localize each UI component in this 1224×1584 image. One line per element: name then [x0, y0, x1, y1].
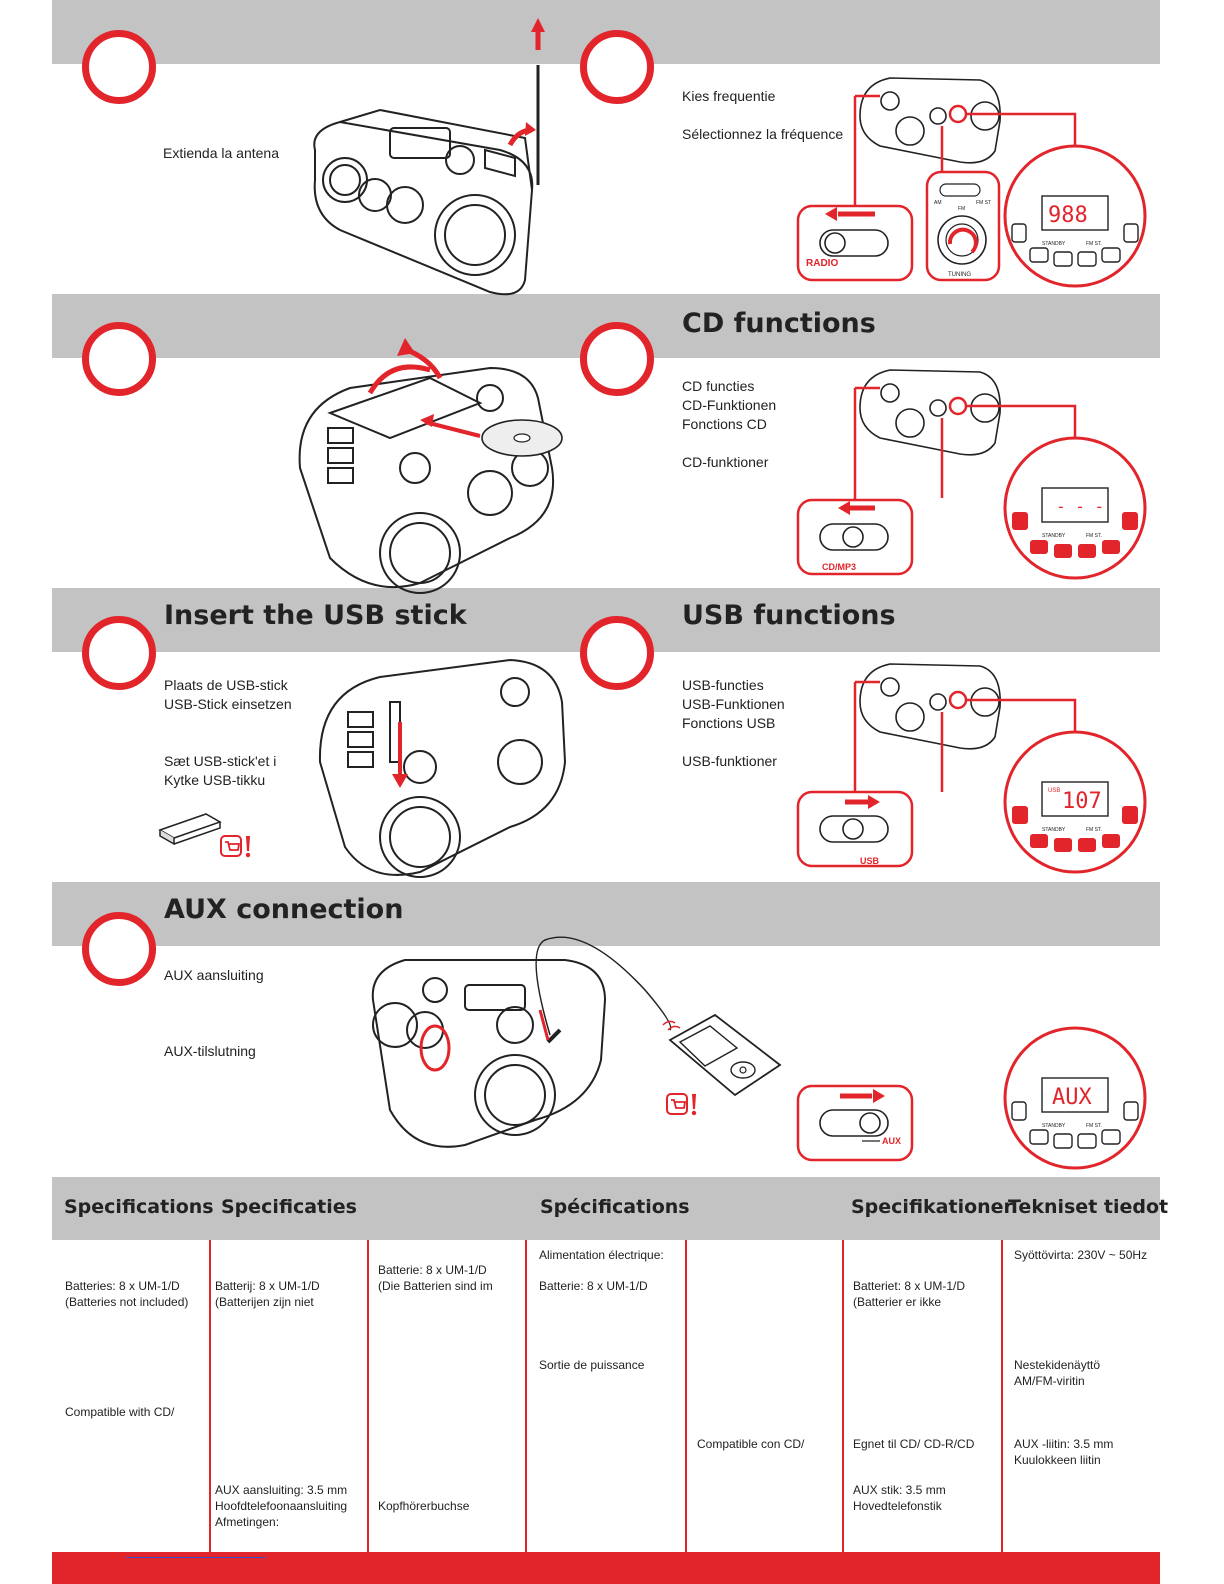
frequency-fmst-switch-label: FM ST	[976, 200, 991, 206]
usb-functions-title: USB functions	[682, 600, 896, 631]
usb-func-text-fr: Fonctions USB	[682, 715, 776, 731]
aux-connection-title: AUX connection	[164, 894, 404, 925]
frequency-display-value: 988	[1048, 203, 1088, 228]
frequency-text-fr: Sélectionnez la fréquence	[682, 126, 844, 142]
usb-func-text-da: USB-funktioner	[682, 753, 777, 769]
spec-fr-output: Sortie de puissance	[539, 1358, 645, 1372]
spec-fr-power: Alimentation électrique:	[539, 1248, 664, 1262]
usb-insert-text-fi: Kytke USB-tikku	[164, 772, 266, 788]
spec-en-batteries-note: (Batteries not included)	[65, 1295, 189, 1309]
cart-warning-icon	[220, 834, 256, 860]
media-player-icon	[670, 1015, 780, 1095]
cd-display-value: - - -	[1056, 497, 1105, 516]
frequency-radio-label: RADIO	[806, 258, 839, 269]
spec-nl-dimensions: Afmetingen:	[215, 1515, 280, 1529]
cd-text-fr: Fonctions CD	[682, 416, 767, 432]
spec-fi-power: Syöttövirta: 230V ~ 50Hz	[1014, 1248, 1148, 1262]
frequency-standby-label: STANDBY	[1042, 241, 1066, 247]
spec-de-batteries-note: (Die Batterien sind im	[378, 1279, 493, 1293]
cd-mode-label: CD/MP3	[822, 562, 857, 572]
cd-standby-label: STANDBY	[1042, 533, 1066, 539]
frequency-am-label: AM	[934, 200, 942, 206]
frequency-text-nl: Kies frequentie	[682, 88, 776, 104]
usb-mode-label: USB	[860, 856, 880, 866]
usb-display-badge: USB	[1048, 788, 1061, 794]
aux-mode-label: AUX	[882, 1136, 902, 1146]
antenna-text-es: Extienda la antena	[163, 145, 279, 161]
aux-boombox-drawing	[365, 930, 795, 1175]
step-ring-cd-functions	[580, 322, 654, 396]
step-ring-frequency	[580, 30, 654, 104]
spec-divider	[367, 1240, 369, 1570]
spec-da-aux: AUX stik: 3.5 mm	[853, 1483, 946, 1497]
usb-insert-text-de: USB-Stick einsetzen	[164, 696, 292, 712]
aux-text-nl: AUX aansluiting	[164, 967, 264, 983]
usb-insert-text-nl: Plaats de USB-stick	[164, 677, 288, 693]
step-ring-usb-functions	[580, 616, 654, 690]
step-ring-aux	[82, 912, 156, 986]
spec-de-batteries: Batterie: 8 x UM-1/D	[378, 1263, 487, 1277]
cd-text-da: CD-funktioner	[682, 454, 769, 470]
spec-divider	[1001, 1240, 1003, 1570]
usb-fmst-label: FM ST.	[1086, 827, 1102, 833]
spec-fi-aux: AUX -liitin: 3.5 mm	[1014, 1437, 1114, 1451]
usb-standby-label: STANDBY	[1042, 827, 1066, 833]
aux-standby-label: STANDBY	[1042, 1123, 1066, 1129]
spec-nl-headphone: Hoofdtelefoonaansluiting	[215, 1499, 348, 1513]
spec-en-batteries: Batteries: 8 x UM-1/D	[65, 1279, 180, 1293]
step-ring-antenna	[82, 30, 156, 104]
spec-divider	[685, 1240, 687, 1570]
spec-nl-batteries: Batterij: 8 x UM-1/D	[215, 1279, 320, 1293]
spec-nl-batteries-note: (Batterijen zijn niet	[215, 1295, 314, 1309]
spec-fi-tuner: AM/FM-viritin	[1014, 1374, 1085, 1388]
spec-divider	[842, 1240, 844, 1570]
usb-func-text-de: USB-Funktionen	[682, 696, 785, 712]
boombox-drawing	[300, 10, 550, 300]
usb-insert-drawing	[310, 652, 570, 884]
spec-da-batteries-note: (Batterier er ikke	[853, 1295, 942, 1309]
spec-da-batteries: Batteriet: 8 x UM-1/D	[853, 1279, 966, 1293]
spec-divider	[525, 1240, 527, 1570]
aux-fmst-label: FM ST.	[1086, 1123, 1102, 1129]
step-ring-usb-insert	[82, 616, 156, 690]
aux-display-value: AUX	[1052, 1085, 1092, 1110]
cd-fmst-label: FM ST.	[1086, 533, 1102, 539]
spec-header-da: Specifikationer	[851, 1196, 1013, 1218]
spec-divider	[209, 1240, 211, 1570]
frequency-tuning-label: TUNING	[948, 272, 971, 278]
spec-header-fi: Tekniset tiedot	[1008, 1196, 1169, 1218]
spec-header-fr: Spécifications	[540, 1196, 690, 1218]
spec-en-compat: Compatible with CD/	[65, 1405, 175, 1419]
spec-header-nl: Specificaties	[221, 1196, 357, 1218]
spec-fr-batteries: Batterie: 8 x UM-1/D	[539, 1279, 648, 1293]
usb-insert-title: Insert the USB stick	[164, 600, 467, 631]
usb-func-text-nl: USB-functies	[682, 677, 764, 693]
aux-switch-and-dial	[790, 1026, 1150, 1171]
step-ring-cd-insert	[82, 322, 156, 396]
usb-insert-text-da: Sæt USB-stick'et i	[164, 753, 277, 769]
spec-es-compat: Compatible con CD/	[697, 1437, 805, 1451]
spec-nl-aux: AUX aansluiting: 3.5 mm	[215, 1483, 348, 1497]
spec-fi-lcd: Nestekidenäyttö	[1014, 1358, 1101, 1372]
spec-header-en: Specifications	[64, 1196, 214, 1218]
cd-text-de: CD-Funktionen	[682, 397, 777, 413]
cd-text-nl: CD functies	[682, 378, 755, 394]
footer-link[interactable]	[126, 1557, 266, 1558]
usb-stick-icon	[156, 808, 226, 848]
usb-functions-illustration	[790, 652, 1150, 874]
frequency-illustration	[790, 66, 1150, 288]
spec-da-headphone: Hovedtelefonstik	[853, 1499, 942, 1513]
aux-text-da: AUX-tilslutning	[164, 1043, 256, 1059]
frequency-fmst-label: FM ST.	[1086, 241, 1102, 247]
spec-da-compat: Egnet til CD/ CD-R/CD	[853, 1437, 975, 1451]
cart-warning-icon	[666, 1092, 702, 1118]
usb-display-value: 107	[1062, 789, 1102, 814]
frequency-fm-label: FM	[958, 206, 966, 212]
cd-functions-title: CD functions	[682, 308, 876, 339]
spec-de-headphone: Kopfhörerbuchse	[378, 1499, 470, 1513]
cd-functions-illustration	[790, 358, 1150, 580]
spec-fi-headphone: Kuulokkeen liitin	[1014, 1453, 1101, 1467]
cd-insert-drawing	[290, 318, 570, 598]
